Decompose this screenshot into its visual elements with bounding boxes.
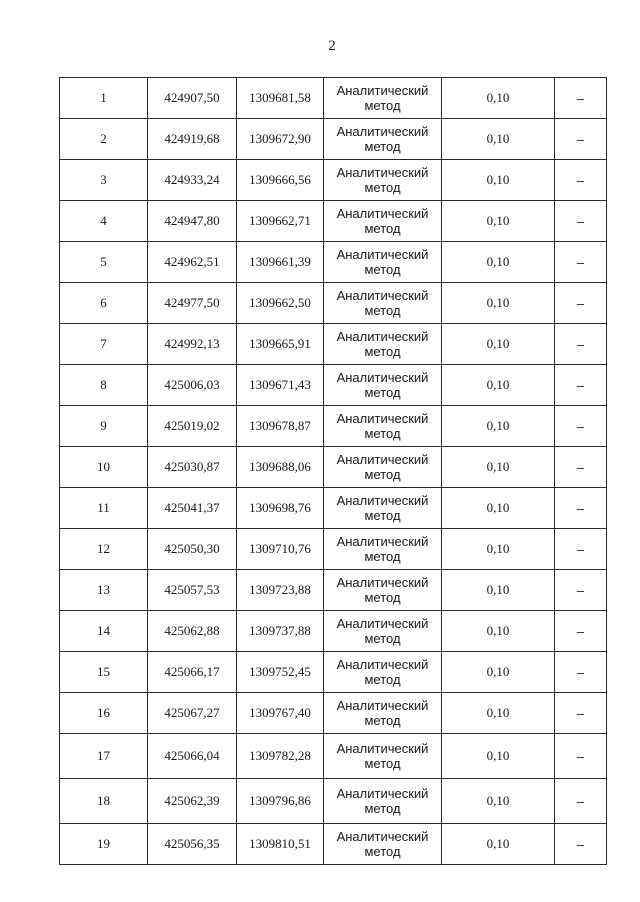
x-coordinate-cell: 425056,35 (148, 824, 237, 865)
y-coordinate-cell: 1309710,76 (237, 529, 324, 570)
y-coordinate-cell: 1309681,58 (237, 78, 324, 119)
table-row (60, 324, 607, 365)
table-row (60, 283, 607, 324)
x-coordinate-cell: 425062,88 (148, 611, 237, 652)
precision-cell: 0,10 (442, 824, 555, 865)
x-coordinate-cell: 425062,39 (148, 779, 237, 824)
method-cell (324, 78, 442, 119)
note-dash-cell: – (555, 119, 607, 160)
point-number-cell: 14 (60, 611, 148, 652)
method-label-line2: метод (364, 262, 401, 277)
precision-cell: 0,10 (442, 324, 555, 365)
note-dash-cell: – (555, 447, 607, 488)
precision-cell: 0,10 (442, 447, 555, 488)
method-label-line2: метод (364, 756, 401, 771)
y-coordinate-cell: 1309737,88 (237, 611, 324, 652)
method-cell (324, 693, 442, 734)
table-row (60, 406, 607, 447)
table-row (60, 160, 607, 201)
note-dash-cell: – (555, 78, 607, 119)
y-coordinate-cell: 1309662,71 (237, 201, 324, 242)
note-dash-cell: – (555, 529, 607, 570)
table-row (60, 529, 607, 570)
method-label-line1: Аналитический (336, 206, 429, 221)
method-label-line1: Аналитический (336, 741, 429, 756)
y-coordinate-cell: 1309688,06 (237, 447, 324, 488)
method-label-line2: метод (364, 98, 401, 113)
method-cell (324, 447, 442, 488)
point-number-cell: 3 (60, 160, 148, 201)
precision-cell: 0,10 (442, 119, 555, 160)
method-label-line2: метод (364, 180, 401, 195)
method-label-line2: метод (364, 844, 401, 859)
method-cell (324, 365, 442, 406)
x-coordinate-cell: 425050,30 (148, 529, 237, 570)
table-row (60, 693, 607, 734)
method-label-line1: Аналитический (336, 657, 429, 672)
method-cell (324, 406, 442, 447)
y-coordinate-cell: 1309796,86 (237, 779, 324, 824)
y-coordinate-cell: 1309671,43 (237, 365, 324, 406)
point-number-cell: 16 (60, 693, 148, 734)
y-coordinate-cell: 1309678,87 (237, 406, 324, 447)
x-coordinate-cell: 425030,87 (148, 447, 237, 488)
point-number-cell: 19 (60, 824, 148, 865)
method-label-line1: Аналитический (336, 165, 429, 180)
method-label-line2: метод (364, 385, 401, 400)
method-label-line2: метод (364, 508, 401, 523)
x-coordinate-cell: 425006,03 (148, 365, 237, 406)
method-label-line1: Аналитический (336, 493, 429, 508)
table-row (60, 652, 607, 693)
table-row (60, 201, 607, 242)
x-coordinate-cell: 425041,37 (148, 488, 237, 529)
table-row (60, 570, 607, 611)
point-number-cell: 11 (60, 488, 148, 529)
note-dash-cell: – (555, 488, 607, 529)
method-label-line1: Аналитический (336, 786, 429, 801)
precision-cell: 0,10 (442, 365, 555, 406)
point-number-cell: 1 (60, 78, 148, 119)
precision-cell: 0,10 (442, 734, 555, 779)
note-dash-cell: – (555, 324, 607, 365)
method-cell (324, 324, 442, 365)
y-coordinate-cell: 1309672,90 (237, 119, 324, 160)
precision-cell: 0,10 (442, 78, 555, 119)
method-cell (324, 119, 442, 160)
precision-cell: 0,10 (442, 488, 555, 529)
precision-cell: 0,10 (442, 529, 555, 570)
x-coordinate-cell: 424992,13 (148, 324, 237, 365)
point-number-cell: 6 (60, 283, 148, 324)
method-cell (324, 652, 442, 693)
table-row (60, 488, 607, 529)
table-row (60, 447, 607, 488)
x-coordinate-cell: 425067,27 (148, 693, 237, 734)
method-cell (324, 201, 442, 242)
x-coordinate-cell: 424977,50 (148, 283, 237, 324)
method-label-line2: метод (364, 344, 401, 359)
method-cell (324, 824, 442, 865)
note-dash-cell: – (555, 242, 607, 283)
method-label-line1: Аналитический (336, 534, 429, 549)
x-coordinate-cell: 425057,53 (148, 570, 237, 611)
table-row (60, 734, 607, 779)
x-coordinate-cell: 425066,04 (148, 734, 237, 779)
method-label-line2: метод (364, 631, 401, 646)
method-label-line1: Аналитический (336, 288, 429, 303)
table-row (60, 779, 607, 824)
point-number-cell: 10 (60, 447, 148, 488)
x-coordinate-cell: 424907,50 (148, 78, 237, 119)
table-row (60, 365, 607, 406)
method-cell (324, 529, 442, 570)
table-row (60, 611, 607, 652)
note-dash-cell: – (555, 693, 607, 734)
method-cell (324, 734, 442, 779)
point-number-cell: 9 (60, 406, 148, 447)
method-label-line2: метод (364, 426, 401, 441)
method-label-line1: Аналитический (336, 370, 429, 385)
point-number-cell: 15 (60, 652, 148, 693)
method-label-line1: Аналитический (336, 329, 429, 344)
x-coordinate-cell: 424933,24 (148, 160, 237, 201)
point-number-cell: 4 (60, 201, 148, 242)
method-label-line1: Аналитический (336, 575, 429, 590)
method-cell (324, 242, 442, 283)
table-row (60, 119, 607, 160)
y-coordinate-cell: 1309752,45 (237, 652, 324, 693)
point-number-cell: 13 (60, 570, 148, 611)
note-dash-cell: – (555, 365, 607, 406)
note-dash-cell: – (555, 734, 607, 779)
precision-cell: 0,10 (442, 201, 555, 242)
y-coordinate-cell: 1309698,76 (237, 488, 324, 529)
method-label-line2: метод (364, 549, 401, 564)
method-cell (324, 283, 442, 324)
note-dash-cell: – (555, 652, 607, 693)
note-dash-cell: – (555, 611, 607, 652)
method-label-line1: Аналитический (336, 83, 429, 98)
precision-cell: 0,10 (442, 242, 555, 283)
note-dash-cell: – (555, 779, 607, 824)
table-row (60, 824, 607, 865)
point-number-cell: 5 (60, 242, 148, 283)
note-dash-cell: – (555, 201, 607, 242)
note-dash-cell: – (555, 824, 607, 865)
method-label-line2: метод (364, 672, 401, 687)
x-coordinate-cell: 425019,02 (148, 406, 237, 447)
note-dash-cell: – (555, 570, 607, 611)
y-coordinate-cell: 1309661,39 (237, 242, 324, 283)
note-dash-cell: – (555, 406, 607, 447)
x-coordinate-cell: 425066,17 (148, 652, 237, 693)
y-coordinate-cell: 1309767,40 (237, 693, 324, 734)
y-coordinate-cell: 1309782,28 (237, 734, 324, 779)
method-label-line2: метод (364, 713, 401, 728)
point-number-cell: 18 (60, 779, 148, 824)
x-coordinate-cell: 424947,80 (148, 201, 237, 242)
method-label-line1: Аналитический (336, 452, 429, 467)
method-cell (324, 779, 442, 824)
note-dash-cell: – (555, 160, 607, 201)
method-label-line2: метод (364, 221, 401, 236)
precision-cell: 0,10 (442, 283, 555, 324)
method-label-line2: метод (364, 139, 401, 154)
method-label-line2: метод (364, 801, 401, 816)
method-cell (324, 488, 442, 529)
method-cell (324, 160, 442, 201)
precision-cell: 0,10 (442, 611, 555, 652)
page-number: 2 (328, 38, 336, 54)
table-row (60, 78, 607, 119)
y-coordinate-cell: 1309662,50 (237, 283, 324, 324)
method-label-line2: метод (364, 303, 401, 318)
precision-cell: 0,10 (442, 779, 555, 824)
method-label-line1: Аналитический (336, 616, 429, 631)
x-coordinate-cell: 424962,51 (148, 242, 237, 283)
point-number-cell: 7 (60, 324, 148, 365)
precision-cell: 0,10 (442, 160, 555, 201)
method-cell (324, 611, 442, 652)
x-coordinate-cell: 424919,68 (148, 119, 237, 160)
y-coordinate-cell: 1309665,91 (237, 324, 324, 365)
y-coordinate-cell: 1309810,51 (237, 824, 324, 865)
coordinates-table (59, 77, 607, 865)
precision-cell: 0,10 (442, 570, 555, 611)
table-row (60, 242, 607, 283)
method-label-line2: метод (364, 467, 401, 482)
method-label-line2: метод (364, 590, 401, 605)
method-label-line1: Аналитический (336, 698, 429, 713)
method-label-line1: Аналитический (336, 247, 429, 262)
y-coordinate-cell: 1309723,88 (237, 570, 324, 611)
y-coordinate-cell: 1309666,56 (237, 160, 324, 201)
method-cell (324, 570, 442, 611)
method-label-line1: Аналитический (336, 829, 429, 844)
point-number-cell: 8 (60, 365, 148, 406)
point-number-cell: 2 (60, 119, 148, 160)
precision-cell: 0,10 (442, 693, 555, 734)
note-dash-cell: – (555, 283, 607, 324)
coordinates-table-body (60, 78, 607, 865)
point-number-cell: 12 (60, 529, 148, 570)
precision-cell: 0,10 (442, 652, 555, 693)
method-label-line1: Аналитический (336, 124, 429, 139)
point-number-cell: 17 (60, 734, 148, 779)
precision-cell: 0,10 (442, 406, 555, 447)
method-label-line1: Аналитический (336, 411, 429, 426)
